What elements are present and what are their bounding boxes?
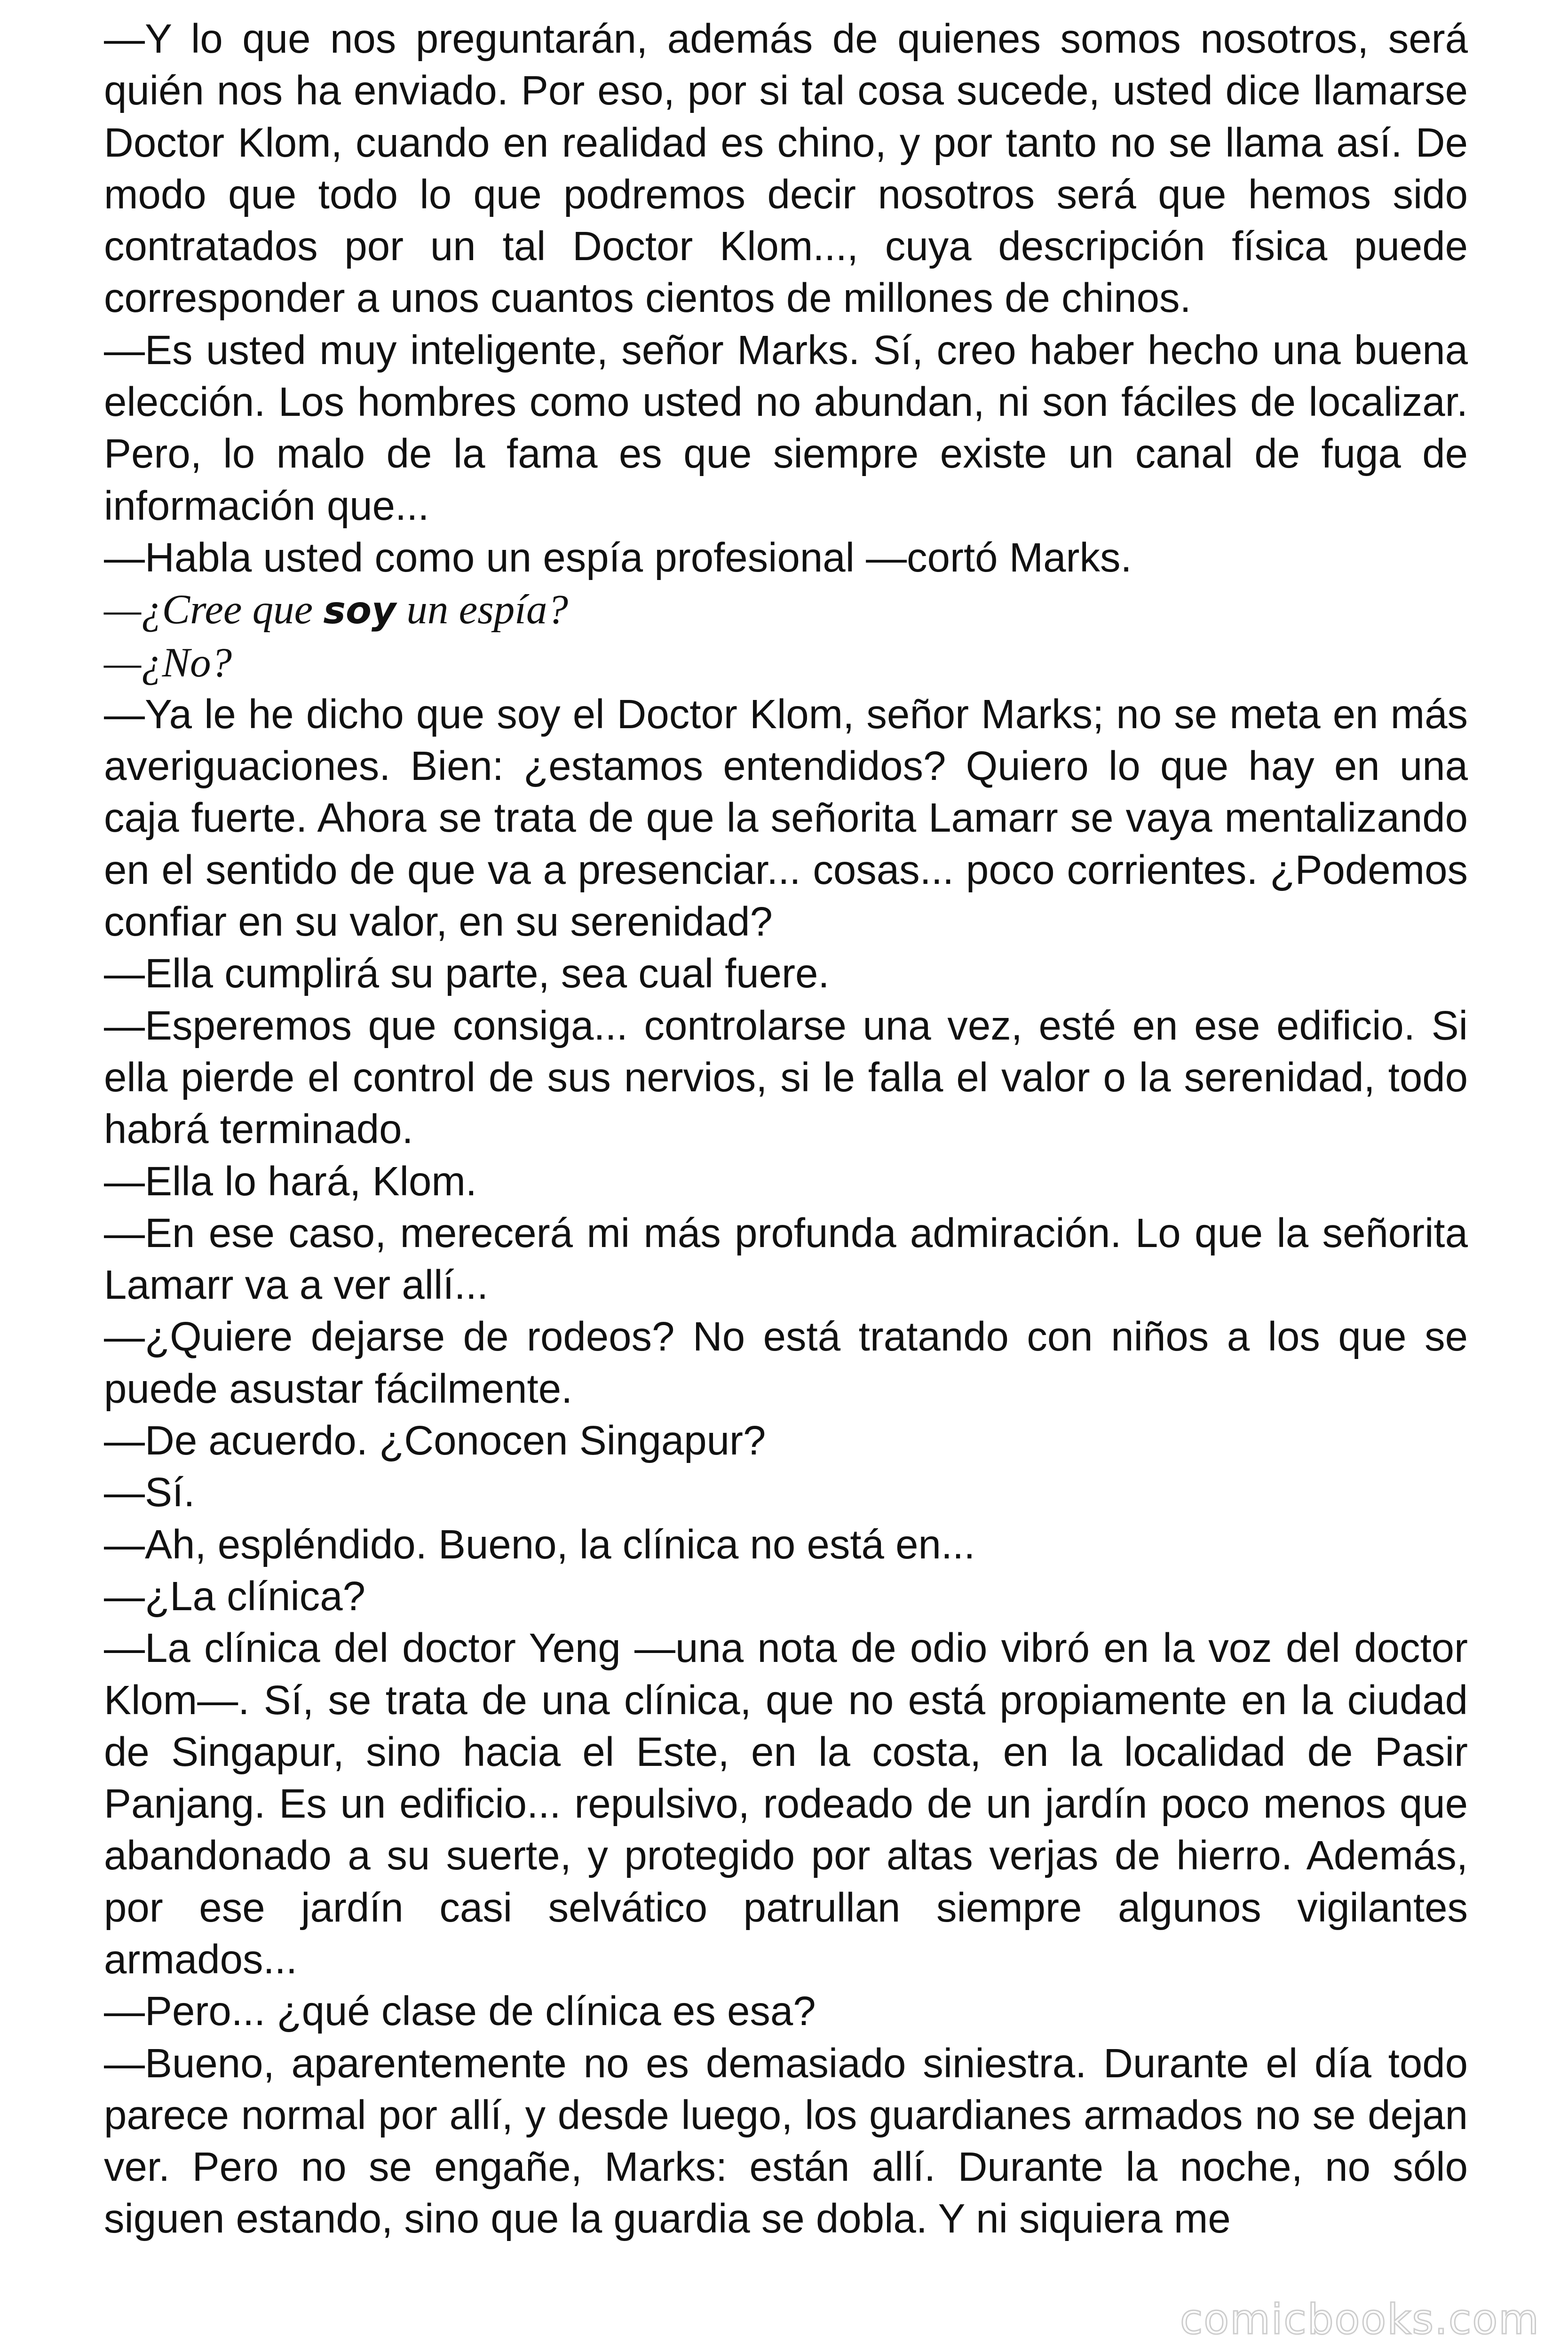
italic-text: un espía? <box>396 587 568 633</box>
italic-paragraph <box>104 584 1468 636</box>
paragraph: —En ese caso, merecerá mi más profunda admiración. Lo que la señorita Lamarr va a ver allí... <box>104 1210 1468 1308</box>
emphasized-word: soy <box>323 588 396 633</box>
paragraph: —Y lo que nos preguntarán, además de quienes somos nosotros, será quién nos ha enviado. Por eso, por si tal cosa sucede, usted dice llamarse Doctor Klom, cuando en realidad es chino, y por tanto no se llama así. De modo que todo lo que podremos decir nosotros será que hemos sido contratados por un tal Doctor Klom..., cuya descripción física puede corresponder a unos cuantos cientos de millones de chinos. <box>104 16 1468 321</box>
italic-paragraph: —¿No? <box>104 639 232 686</box>
paragraph: —De acuerdo. ¿Conocen Singapur? <box>104 1418 766 1464</box>
paragraph: —Ya le he dicho que soy el Doctor Klom, señor Marks; no se meta en más averiguaciones. Bien: ¿estamos entendidos? Quiero lo que hay en una caja fuerte. Ahora se trata de que la señorita Lamarr se vaya mentalizando en el sentido de que va a presenciar... cosas... poco corrientes. ¿Podemos confiar en su valor, en su serenidad? <box>104 691 1468 945</box>
paragraph: —Es usted muy inteligente, señor Marks. Sí, creo haber hecho una buena elección. Los hombres como usted no abundan, ni son fáciles de localizar. Pero, lo malo de la fama es que siempre existe un canal de fuga de información que... <box>104 327 1468 529</box>
paragraph: —Ella lo hará, Klom. <box>104 1158 477 1204</box>
paragraph: —¿Quiere dejarse de rodeos? No está tratando con niños a los que se puede asustar fácilmente. <box>104 1314 1468 1412</box>
paragraph: —Ella cumplirá su parte, sea cual fuere. <box>104 951 830 997</box>
watermark: comicbooks.com <box>1180 2295 1540 2344</box>
paragraph: —Esperemos que consiga... controlarse una vez, esté en ese edificio. Si ella pierde el control de sus nervios, si le falla el valor o la serenidad, todo habrá terminado. <box>104 1002 1468 1152</box>
paragraph: —Sí. <box>104 1470 195 1516</box>
italic-text: —¿Cree que <box>104 587 324 633</box>
paragraph: —La clínica del doctor Yeng —una nota de odio vibró en la voz del doctor Klom—. Sí, se trata de una clínica, que no está propiamente en la ciudad de Singapur, sino hacia el Este, en la costa, en la localidad de Pasir Panjang. Es un edificio... repulsivo, rodeado de un jardín poco menos que abandonado a su suerte, y protegido por altas verjas de hierro. Además, por ese jardín casi selvático patrullan siempre algunos vigilantes armados... <box>104 1625 1468 1982</box>
paragraph: —¿La clínica? <box>104 1573 366 1619</box>
page-body <box>104 13 1468 2245</box>
paragraph: —Bueno, aparentemente no es demasiado siniestra. Durante el día todo parece normal por allí, y desde luego, los guardianes armados no se dejan ver. Pero no se engañe, Marks: están allí. Durante la noche, no sólo siguen estando, sino que la guardia se dobla. Y ni siquiera me <box>104 2040 1468 2242</box>
paragraph: —Habla usted como un espía profesional —cortó Marks. <box>104 534 1132 580</box>
paragraph: —Pero... ¿qué clase de clínica es esa? <box>104 1988 816 2034</box>
paragraph: —Ah, espléndido. Bueno, la clínica no está en... <box>104 1521 975 1567</box>
